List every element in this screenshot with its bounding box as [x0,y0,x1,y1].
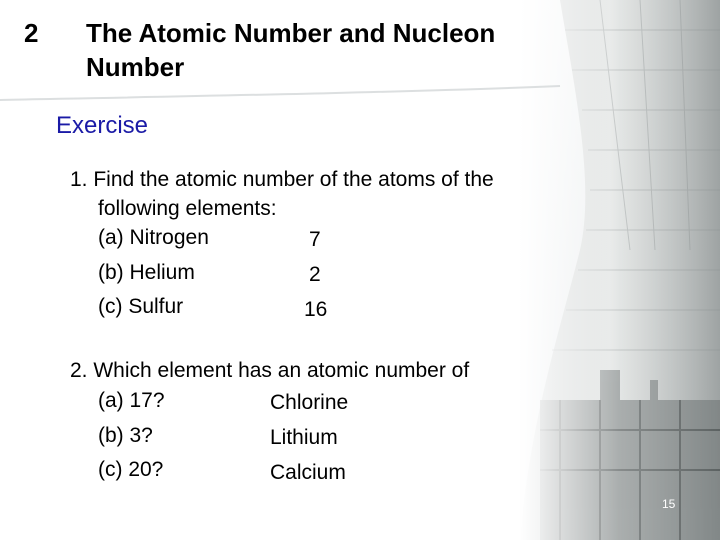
q1-item-label: (a) Nitrogen [98,226,209,249]
slide-number: 2 [24,18,39,48]
page-number: 15 [662,497,676,511]
q2-item-answer: Calcium [270,461,346,484]
slide-title-line-2: Number [86,52,185,82]
slide-title-line-1: The Atomic Number and Nucleon [86,18,496,48]
q1-prompt-line-1: 1. Find the atomic number of the atoms of the [70,168,494,191]
q2-item-answer: Lithium [270,426,338,449]
q1-item-answer: 2 [309,263,321,286]
slide-title [86,16,556,84]
exercise-heading: Exercise [56,112,149,139]
q1-item-label: (c) Sulfur [98,295,184,318]
q2-item-answer: Chlorine [270,391,349,414]
q1-prompt-line-2: following elements: [98,197,277,220]
q2-item-label: (b) 3? [98,424,153,447]
q2-item-label: (a) 17? [98,389,165,412]
q2-prompt-line-1: 2. Which element has an atomic number of [70,359,470,382]
q1-item-answer: 16 [304,298,328,321]
q1-item-label: (b) Helium [98,261,195,284]
q2-item-label: (c) 20? [98,458,164,481]
q1-item-answer: 7 [309,228,321,251]
